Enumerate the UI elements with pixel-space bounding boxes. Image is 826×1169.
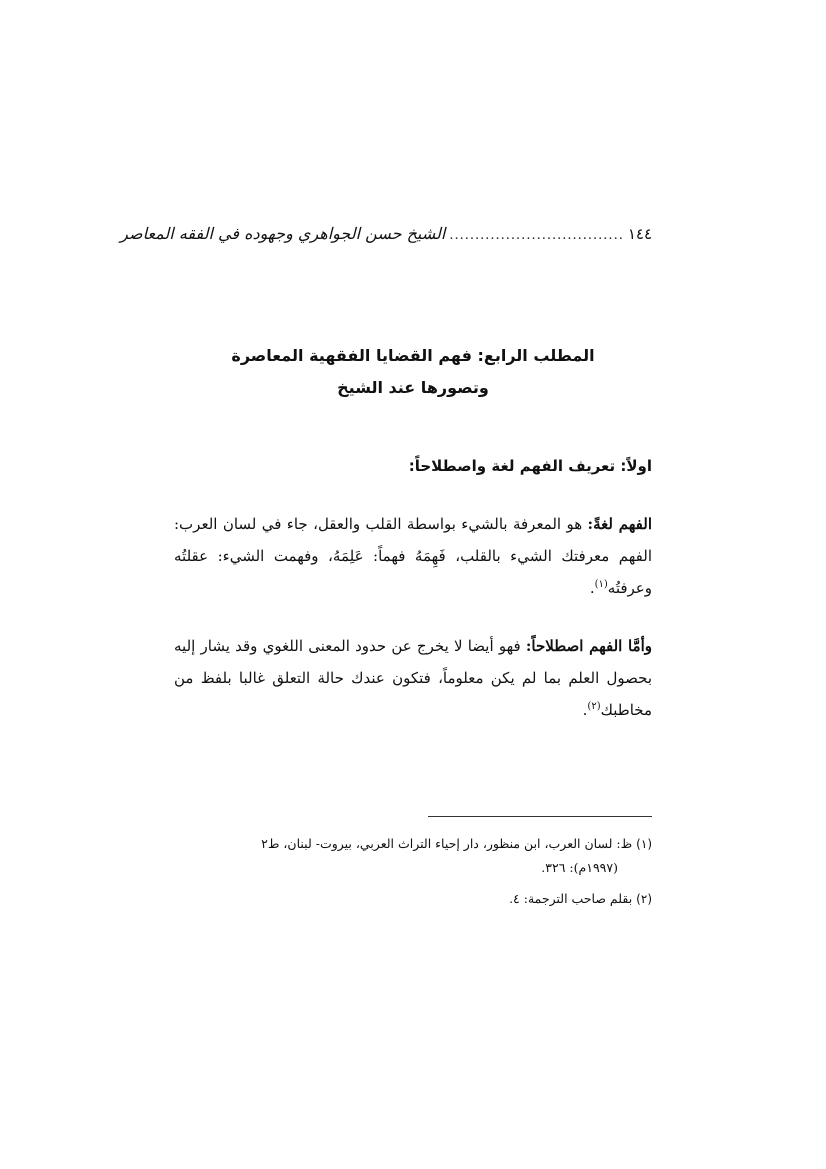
paragraph-2-end: .	[582, 701, 588, 719]
paragraph-1-lead: الفهم لغةً:	[587, 515, 652, 533]
footnote-1	[174, 832, 652, 879]
paragraph-2-text: فهو أيضا لا يخرج عن حدود المعنى اللغوي وقد يشار إليه بحصول العلم بما لم يكن معلوماً، فتكون عندك حالة التعلق غالبا بلفظ من مخاطبك	[174, 637, 652, 719]
page-number: ١٤٤	[627, 225, 652, 243]
running-header	[120, 224, 652, 252]
paragraph-1-end: .	[589, 579, 595, 597]
subheading: اولاً: تعريف الفهم لغة واصطلاحاً:	[408, 457, 652, 475]
footnote-2	[174, 887, 652, 911]
paragraph-2-lead: وأمَّا الفهم اصطلاحاً:	[525, 637, 652, 655]
footnote-2-marker: (٢)	[636, 892, 652, 906]
section-heading	[174, 340, 652, 404]
leader-dots: ..................................	[449, 228, 624, 243]
paragraph-1-text: هو المعرفة بالشيء بواسطة القلب والعقل، جاء في لسان العرب: الفهم معرفتك الشيء بالقلب، فَهِمَهُ فهماً: عَلِمَهُ، وفهمت الشيء: عقلتُه وعرفتُه	[174, 515, 652, 597]
footnote-2-line-1: بقلم صاحب الترجمة: ٤.	[509, 891, 633, 906]
running-header-title: الشيخ حسن الجواهري وجهوده في الفقه المعاصر	[120, 224, 446, 243]
footnote-ref-2[interactable]: (٢)	[587, 701, 601, 712]
footnote-1-line-1: ظ: لسان العرب، ابن منظور، دار إحياء التراث العربي، بيروت- لبنان، ط٢	[261, 836, 633, 851]
footnote-1-marker: (١)	[636, 837, 652, 851]
section-heading-line-2: وتصورها عند الشيخ	[337, 378, 489, 397]
footnote-ref-1[interactable]: (١)	[594, 579, 608, 590]
section-heading-line-1: المطلب الرابع: فهم القضايا الفقهية المعاصرة	[231, 346, 595, 365]
paragraph-1	[174, 508, 652, 604]
footnote-1-line-2: (١٩٩٧م): ٣٢٦.	[541, 860, 618, 875]
paragraph-2	[174, 630, 652, 726]
footnotes	[174, 832, 652, 919]
footnote-divider	[428, 816, 652, 817]
